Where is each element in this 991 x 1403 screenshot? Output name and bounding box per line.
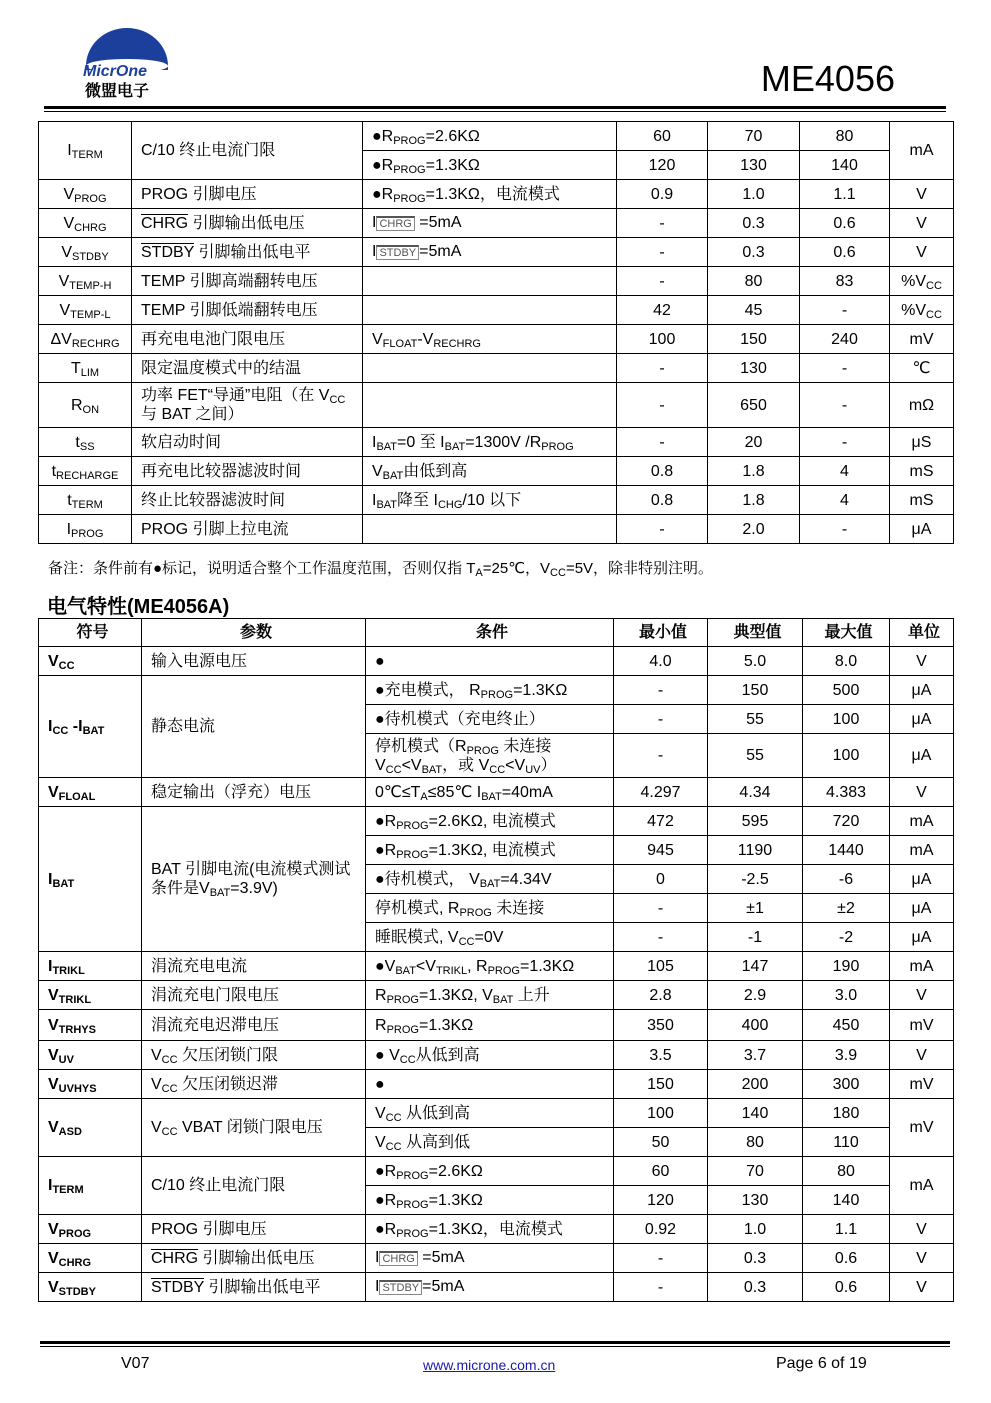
min-cell: - [617,209,708,238]
min-cell: 0.9 [617,180,708,209]
min-cell: - [617,383,708,428]
condition-cell [363,267,617,296]
parameter-cell: CHRG 引脚输出低电压 [132,209,363,238]
max-cell: 140 [800,151,890,180]
typ-cell: 1.8 [708,457,800,486]
table-header-row [39,619,954,647]
min-cell: - [617,238,708,267]
footer-version: V07 [121,1355,150,1372]
parameter-cell: PROG 引脚上拉电流 [132,515,363,544]
symbol-cell: $I_{TERM}$ [39,122,132,180]
condition-cell: $V_{BAT}$由低到高 [363,457,617,486]
condition-cell [363,515,617,544]
typ-cell: 1.8 [708,486,800,515]
table-row: ●待机模式（充电终止） - 55 100 μA [39,705,954,734]
condition-cell: I CHRG =5mA [363,209,617,238]
header-condition: 条件 [366,619,614,647]
unit-cell: $\%V_{CC}$ [890,296,954,325]
table-row: ●待机模式， $V_{BAT}=4.34V$ 0 -2.5 -6 μA [39,865,954,894]
table-row [39,238,954,267]
table-row: $V_{UV}$ $V_{CC}$ 欠压闭锁门限 ● $V_{CC}$从低到高 3.5 3.7 3.9 V [39,1041,954,1070]
min-cell: 42 [617,296,708,325]
symbol-cell: $V_{STDBY}$ [39,238,132,267]
condition-cell: $●R_{PROG}=1.3K\Omega$，电流模式 [363,180,617,209]
typ-cell: 650 [708,383,800,428]
table-row: $V_{TRIKL}$ 涓流充电门限电压 $R_{PROG}=1.3K\Omega$, $V_{BAT}$ 上升 2.8 2.9 3.0 V [39,981,954,1010]
symbol-cell: $t_{TERM}$ [39,486,132,515]
max-cell: - [800,354,890,383]
condition-cell: $●R_{PROG}=1.3K\Omega$ [363,151,617,180]
unit-cell: mV [890,325,954,354]
header-symbol: 符号 [39,619,142,647]
table-row [39,515,954,544]
section-title: 电气特性(ME4056A) [47,596,230,618]
max-cell: 240 [800,325,890,354]
max-cell: - [800,296,890,325]
typ-cell: 130 [708,151,800,180]
symbol-cell: $t_{RECHARGE}$ [39,457,132,486]
symbol-cell: $\Delta V_{RECHRG}$ [39,325,132,354]
svg-text:微盟电子: 微盟电子 [85,81,150,100]
unit-cell: mS [890,486,954,515]
condition-cell: I STDBY =5mA [363,238,617,267]
footer-page-number: Page 6 of 19 [776,1355,867,1372]
svg-text:MicrOne: MicrOne [83,63,148,80]
table-row: $I_{TRIKL}$ 涓流充电电流 $●V_{BAT}<V_{TRIKL}$, $R_{PROG}=1.3K\Omega$ 105 147 190 mA [39,952,954,981]
unit-cell: V [890,209,954,238]
header-unit: 单位 [890,619,954,647]
table-row [39,428,954,457]
typ-cell: 20 [708,428,800,457]
table-row [39,122,954,151]
typ-cell: 80 [708,267,800,296]
min-cell: 0.8 [617,457,708,486]
parameter-cell: 终止比较器滤波时间 [132,486,363,515]
max-cell: 4 [800,457,890,486]
min-cell: - [617,267,708,296]
table-row: $V_{CHRG}$ CHRG 引脚输出低电压 I CHRG =5mA - 0.3 0.6 V [39,1244,954,1273]
unit-cell: μS [890,428,954,457]
footer-rule-thin [40,1346,950,1347]
parameter-cell: PROG 引脚电压 [132,180,363,209]
table-row [39,354,954,383]
parameter-cell: TEMP 引脚高端翻转电压 [132,267,363,296]
table-row: 停机模式, $R_{PROG}$ 未连接 - ±1 ±2 μA [39,894,954,923]
typ-cell: 70 [708,122,800,151]
footer-website-link[interactable]: www.microne.com.cn [423,1357,556,1373]
max-cell: 83 [800,267,890,296]
table-row [39,383,954,428]
table-row: $V_{PROG}$ PROG 引脚电压 $●R_{PROG}=1.3K\Omega$，电流模式 0.92 1.0 1.1 V [39,1215,954,1244]
min-cell: - [617,354,708,383]
typ-cell: 130 [708,354,800,383]
table-row [39,267,954,296]
max-cell: 0.6 [800,238,890,267]
max-cell: 1.1 [800,180,890,209]
logo-globe-icon [82,26,172,102]
table-row [39,180,954,209]
header-rule-thin [44,111,946,112]
symbol-cell: $V_{PROG}$ [39,180,132,209]
table-row: $I_{BAT}$ BAT 引脚电流(电流模式测试条件是$V_{BAT}=3.9V$) $●R_{PROG}=2.6K\Omega$, 电流模式 472 595 720 mA [39,807,954,836]
parameter-cell: 功率 FET“导通”电阻（在 $V_{CC}$ 与 BAT 之间） [132,383,363,428]
max-cell: 0.6 [800,209,890,238]
header-max: 最大值 [803,619,890,647]
spec-table-me4056 [38,121,954,544]
document-title: ME4056 [760,58,895,99]
header-parameter: 参数 [142,619,366,647]
min-cell: - [617,515,708,544]
symbol-cell: $T_{LIM}$ [39,354,132,383]
parameter-cell: 限定温度模式中的结温 [132,354,363,383]
max-cell: - [800,515,890,544]
typ-cell: 0.3 [708,238,800,267]
table-row: $V_{UVHYS}$ $V_{CC}$ 欠压闭锁迟滞 ● 150 200 300 mV [39,1070,954,1099]
table-row [39,325,954,354]
footer-rule [40,1341,950,1344]
table-row: $●R_{PROG}=1.3K\Omega$ 120 130 140 [39,1186,954,1215]
table-row: $●R_{PROG}=1.3K\Omega$, 电流模式 945 1190 1440 mA [39,836,954,865]
symbol-cell: $V_{CHRG}$ [39,209,132,238]
table-row [39,209,954,238]
table-row: $V_{CC}$ 输入电源电压 ● 4.0 5.0 8.0 V [39,647,954,676]
symbol-cell: $R_{ON}$ [39,383,132,428]
table-row: 睡眠模式, $V_{CC}=0V$ - -1 -2 μA [39,923,954,952]
max-cell: - [800,383,890,428]
unit-cell: V [890,238,954,267]
condition-cell: $I_{BAT}$降至 $I_{CHG}/10$ 以下 [363,486,617,515]
microne-logo [82,26,172,102]
table-row [39,457,954,486]
parameter-cell: 再充电比较器滤波时间 [132,457,363,486]
unit-cell: mS [890,457,954,486]
table-row: $V_{STDBY}$ STDBY 引脚输出低电平 I STDBY =5mA - 0.3 0.6 V [39,1273,954,1302]
typ-cell: 2.0 [708,515,800,544]
min-cell: 60 [617,122,708,151]
condition-cell [363,296,617,325]
symbol-cell: $t_{SS}$ [39,428,132,457]
symbol-cell: $V_{TEMP-H}$ [39,267,132,296]
typ-cell: 0.3 [708,209,800,238]
min-cell: 100 [617,325,708,354]
header-rule [44,106,946,109]
table-row: $V_{ASD}$ $V_{CC}$ VBAT 闭锁门限电压 $V_{CC}$ 从低到高 100 140 180 mV [39,1099,954,1128]
table-row: $V_{FLOAL}$ 稳定输出（浮充）电压 $0℃\le T_A\le 85℃$ $I_{BAT}=40mA$ 4.297 4.34 4.383 V [39,778,954,807]
typ-cell: 1.0 [708,180,800,209]
condition-cell [363,354,617,383]
parameter-cell: 软启动时间 [132,428,363,457]
typ-cell: 45 [708,296,800,325]
table-row: $V_{CC}$ 从高到低 50 80 110 [39,1128,954,1157]
parameter-cell: 再充电电池门限电压 [132,325,363,354]
symbol-cell: $I_{PROG}$ [39,515,132,544]
table-row: $I_{TERM}$ C/10 终止电流门限 $●R_{PROG}=2.6K\Omega$ 60 70 80 mA [39,1157,954,1186]
unit-cell: ℃ [890,354,954,383]
unit-cell: V [890,180,954,209]
max-cell: 80 [800,122,890,151]
table-row [39,296,954,325]
unit-cell: $\%V_{CC}$ [890,267,954,296]
min-cell: - [617,428,708,457]
condition-cell [363,383,617,428]
min-cell: 0.8 [617,486,708,515]
max-cell: - [800,428,890,457]
table-row [39,486,954,515]
parameter-cell: STDBY 引脚输出低电平 [132,238,363,267]
unit-cell: mA [890,122,954,180]
header-typ: 典型值 [708,619,803,647]
unit-cell: mΩ [890,383,954,428]
condition-cell: $V_{FLOAT}-V_{RECHRG}$ [363,325,617,354]
footnote: 备注：条件前有●标记，说明适合整个工作温度范围，否则仅指 $T_A=25℃$，$V_{CC}=5V$，除非特别注明。 [48,560,714,579]
parameter-cell: TEMP 引脚低端翻转电压 [132,296,363,325]
typ-cell: 150 [708,325,800,354]
spec-table-me4056a [38,618,954,1302]
header-min: 最小值 [614,619,708,647]
symbol-cell: $V_{TEMP-L}$ [39,296,132,325]
table-row: $I_{CC}$ $-I_{BAT}$ 静态电流 ●充电模式， $R_{PROG}=1.3K\Omega$ - 150 500 μA [39,676,954,705]
min-cell: 120 [617,151,708,180]
unit-cell: μA [890,515,954,544]
table-row: 停机模式（$R_{PROG}$ 未连接 $V_{CC}<V_{BAT}$，或 $V_{CC}<V_{UV}$） - 55 100 μA [39,734,954,778]
condition-cell: $●R_{PROG}=2.6K\Omega$ [363,122,617,151]
max-cell: 4 [800,486,890,515]
table-row: $V_{TRHYS}$ 涓流充电迟滞电压 $R_{PROG}=1.3K\Omega$ 350 400 450 mV [39,1010,954,1041]
condition-cell: $I_{BAT}=0$ 至 $I_{BAT}=1300V$ $/R_{PROG}$ [363,428,617,457]
parameter-cell: C/10 终止电流门限 [132,122,363,180]
